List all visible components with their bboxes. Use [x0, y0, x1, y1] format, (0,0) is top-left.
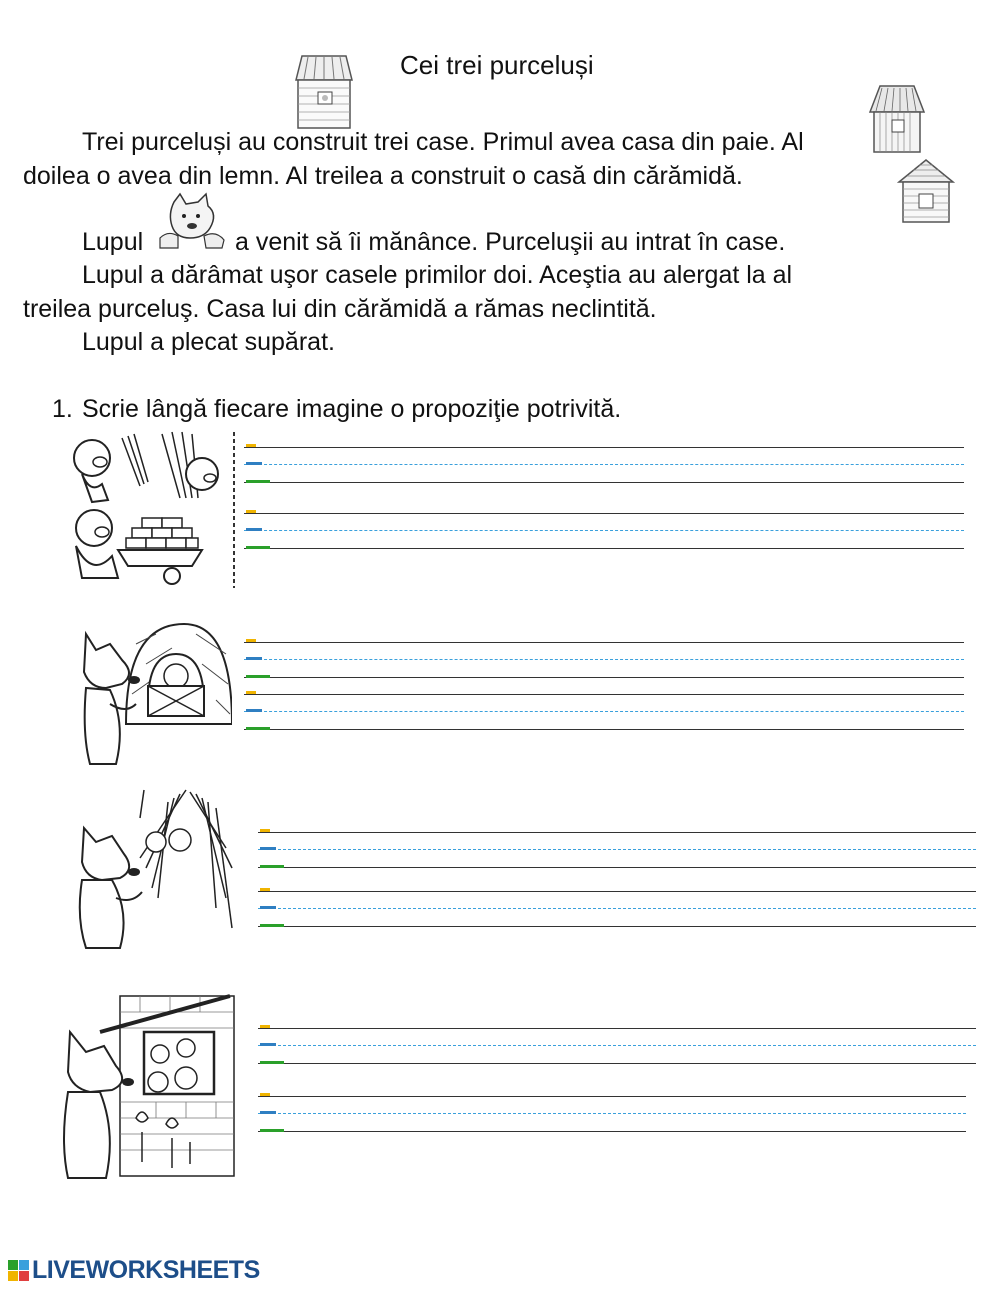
- story-line-5: treilea purceluş. Casa lui din cărămidă a rămas neclintită.: [23, 295, 657, 323]
- wolf-wooden-house-picture: [76, 788, 234, 952]
- logo-text: LIVEWORKSHEETS: [32, 1256, 260, 1284]
- exercise-text: Scrie lângă fiecare imagine o propoziţie potrivită.: [82, 395, 622, 423]
- story-line-3a: Lupul: [82, 228, 144, 256]
- logo-icon: [8, 1260, 30, 1282]
- straw-house-icon: [866, 84, 928, 154]
- writing-line[interactable]: [258, 832, 976, 868]
- brick-house-icon: [897, 158, 955, 224]
- page-title: Cei trei purceluși: [400, 50, 594, 80]
- writing-line[interactable]: [258, 1096, 966, 1132]
- exercise-number: 1.: [52, 395, 73, 423]
- writing-line[interactable]: [244, 642, 964, 678]
- story-line-3b: a venit să îi mănânce. Purceluşii au intrat în case.: [235, 228, 786, 256]
- wolf-icon: [154, 192, 230, 250]
- liveworksheets-logo: [8, 1256, 260, 1285]
- pigs-building-picture: [62, 428, 238, 592]
- writing-line[interactable]: [244, 513, 964, 549]
- writing-line[interactable]: [258, 1028, 976, 1064]
- writing-line[interactable]: [244, 694, 964, 730]
- wolf-straw-house-picture: [76, 604, 232, 770]
- exercise-instruction: [52, 395, 621, 424]
- story-line-1: Trei purceluși au construit trei case. Primul avea casa din paie. Al: [82, 128, 804, 156]
- story-line-4: Lupul a dărâmat uşor casele primilor doi. Aceştia au alergat la al: [82, 261, 793, 289]
- story-line-2: doilea o avea din lemn. Al treilea a construit o casă din cărămidă.: [23, 162, 743, 190]
- writing-line[interactable]: [244, 447, 964, 483]
- wooden-house-icon: [288, 54, 356, 130]
- story-line-6: Lupul a plecat supărat.: [82, 328, 335, 356]
- wolf-brick-house-picture: [60, 992, 236, 1182]
- writing-line[interactable]: [258, 891, 976, 927]
